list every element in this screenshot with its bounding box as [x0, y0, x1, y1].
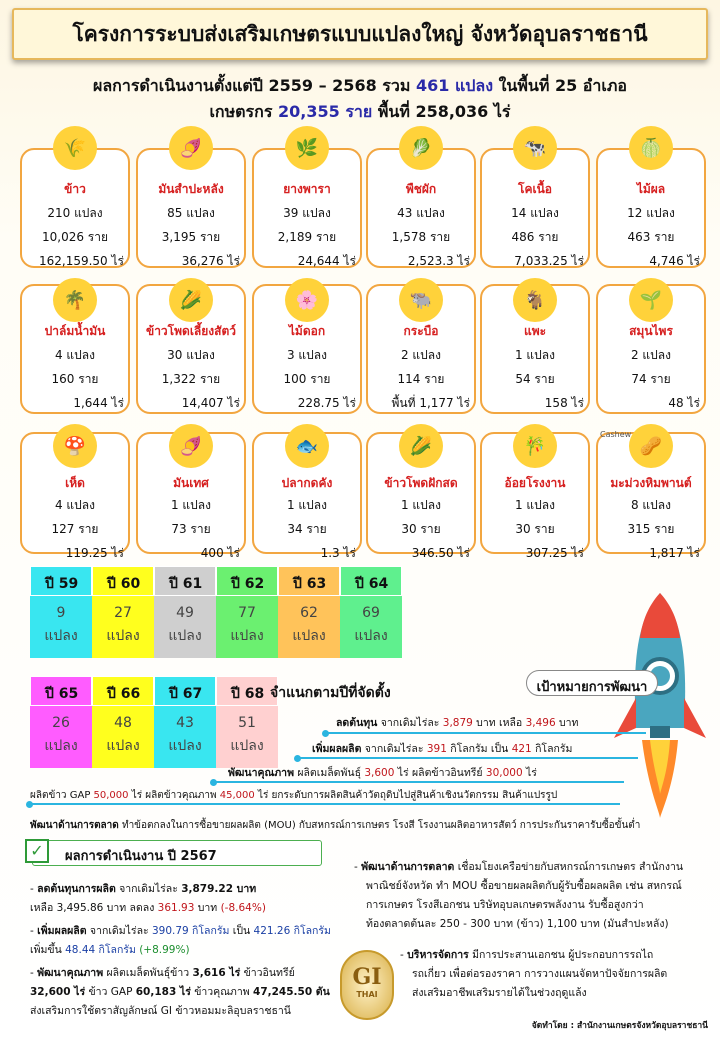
card-farmers: 30 ราย	[515, 522, 555, 536]
year-unit: แปลง	[168, 738, 202, 754]
card-farmers: 463 ราย	[627, 230, 675, 244]
buffalo-icon: 🐃	[399, 278, 443, 322]
rocket-icon	[600, 588, 720, 828]
card-area: 1,817 ไร่	[649, 546, 700, 560]
gi-logo-icon	[340, 950, 394, 1020]
year-value: 49	[176, 605, 194, 621]
card-plots: 1 แปลง	[514, 348, 555, 362]
card-plots: 43 แปลง	[397, 206, 445, 220]
year-cell	[30, 596, 92, 658]
summary-text: ในพื้นที่ 25 อำเภอ	[493, 76, 628, 95]
card-farmers: 74 ราย	[631, 372, 671, 386]
goal-marketing: พัฒนาด้านการตลาด ทำข้อตกลงในการซื้อขายผลผลิต (MOU) กับสหกรณ์การเกษตร โรงสี โรงงานผลิตอาหารสัตว์ การประกันราคารับซื้อขั้นต่ำ	[30, 820, 641, 831]
card-plots: 1 แปลง	[170, 498, 211, 512]
goal-underline	[214, 781, 624, 783]
card-farmers: 160 ราย	[51, 372, 99, 386]
card-plots: 3 แปลง	[286, 348, 327, 362]
total-farmers: 20,355 ราย	[278, 102, 373, 121]
card-area: 119.25 ไร่	[65, 546, 124, 560]
card-area: 1.3 ไร่	[320, 546, 356, 560]
card-name: พืชผัก	[405, 182, 437, 196]
card-plots: 85 แปลง	[167, 206, 215, 220]
card-name: ข้าวโพดเลี้ยงสัตว์	[145, 324, 237, 338]
card-plots: 14 แปลง	[511, 206, 559, 220]
card-name: ปลากดคัง	[281, 476, 333, 490]
card-area: 36,276 ไร่	[181, 254, 240, 268]
goal-badge: เป้าหมายการพัฒนา	[526, 670, 658, 696]
result-cost-line-1: - ลดต้นทุนการผลิต จากเดิมไร่ละ 3,879.22 บาท	[30, 883, 257, 895]
year-label: ปี 66	[92, 676, 154, 706]
year-unit: แปลง	[230, 628, 264, 644]
year-unit: แปลง	[106, 738, 140, 754]
card-farmers: 73 ราย	[171, 522, 211, 536]
card-farmers: 315 ราย	[627, 522, 675, 536]
cattle-icon: 🐄	[513, 126, 557, 170]
card-name: ข้าวโพดฝักสด	[384, 476, 458, 490]
card-name: ยางพารา	[283, 182, 331, 196]
results-marketing: - พัฒนาด้านการตลาด เชื่อมโยงเครือข่ายกับสหกรณ์การเกษตร สำนักงาน พาณิชย์จังหวัด ทำ MOU ซื้อขายผลผลิตกับผู้รับซื้อผลผลิต เช่น สหกรณ์ การเกษตร โรงสีเอกชน บริษัทอุบลเกษตรพลังงาน รับซื้อสูงกว่า ท้องตลาดต้นละ 250 - 300 บาท (ข้าว) 1,100 บาท (มันสำปะหลัง)	[354, 861, 684, 930]
cashew-label: Cashew	[600, 430, 632, 439]
card-plots: 1 แปลง	[514, 498, 555, 512]
card-farmers: 100 ราย	[283, 372, 331, 386]
card-name: มันเทศ	[173, 476, 209, 490]
year-value: 62	[300, 605, 318, 621]
card-name: แพะ	[523, 324, 547, 338]
card-farmers: 3,195 ราย	[161, 230, 221, 244]
result-cost-line-2: เหลือ 3,495.86 บาท ลดลง 361.93 บาท (-8.64%)	[30, 902, 266, 914]
year-value: 27	[114, 605, 132, 621]
card-area: 14,407 ไร่	[181, 396, 240, 410]
card-name: ข้าว	[64, 182, 86, 196]
credit: จัดทำโดย : สำนักงานเกษตรจังหวัดอุบลราชธานี	[531, 1021, 708, 1031]
year-cell	[154, 596, 216, 658]
total-area: พื้นที่ 258,036 ไร่	[372, 102, 511, 121]
result-yield-line-2: เพิ่มขึ้น 48.44 กิโลกรัม (+8.99%)	[30, 944, 190, 956]
year-value: 43	[176, 715, 194, 731]
fish-icon: 🐟	[285, 424, 329, 468]
card-plots: 8 แปลง	[630, 498, 671, 512]
card-plots: 1 แปลง	[286, 498, 327, 512]
sugarcane-icon: 🎋	[513, 424, 557, 468]
year-label: ปี 63	[278, 566, 340, 596]
year-value: 48	[114, 715, 132, 731]
vegetable-icon: 🥬	[399, 126, 443, 170]
results-header	[32, 840, 322, 866]
goal-underline	[30, 803, 620, 805]
year-legend: จำแนกตามปีที่จัดตั้ง	[270, 685, 391, 701]
year-label: ปี 68	[216, 676, 278, 706]
card-area: 158 ไร่	[544, 396, 584, 410]
card-name: อ้อยโรงงาน	[504, 476, 566, 490]
card-name: โคเนื้อ	[518, 182, 552, 196]
card-name: ปาล์มน้ำมัน	[44, 324, 106, 338]
card-farmers: 34 ราย	[287, 522, 327, 536]
card-plots: 39 แปลง	[283, 206, 331, 220]
year-unit: แปลง	[44, 738, 78, 754]
year-cell	[92, 706, 154, 768]
palm-oil-icon: 🌴	[53, 278, 97, 322]
year-value: 77	[238, 605, 256, 621]
sweet-potato-icon: 🍠	[169, 424, 213, 468]
card-plots: 2 แปลง	[630, 348, 671, 362]
card-area: 307.25 ไร่	[525, 546, 584, 560]
goal-underline	[326, 732, 646, 734]
mushroom-icon: 🍄	[53, 424, 97, 468]
card-area: พื้นที่ 1,177 ไร่	[391, 396, 470, 410]
year-label: ปี 65	[30, 676, 92, 706]
gi-logo-sub: THAI	[356, 990, 378, 999]
result-quality-line-1: - พัฒนาคุณภาพ ผลิตเมล็ดพันธุ์ข้าว 3,616 ไร่ ข้าวอินทรีย์	[30, 967, 295, 979]
card-plots: 30 แปลง	[167, 348, 215, 362]
goal-quality: พัฒนาคุณภาพ ผลิตเมล็ดพันธุ์ 3,600 ไร่ ผลิตข้าวอินทรีย์ 30,000 ไร่	[228, 767, 537, 779]
card-area: 24,644 ไร่	[297, 254, 356, 268]
year-label: ปี 62	[216, 566, 278, 596]
durian-icon: 🍈	[629, 126, 673, 170]
card-area: 400 ไร่	[200, 546, 240, 560]
card-name: ไม้ดอก	[288, 324, 326, 338]
goal-gap-rice: ผลิตข้าว GAP 50,000 ไร่ ผลิตข้าวคุณภาพ 45,000 ไร่ ยกระดับการผลิตสินค้าวัตถุดิบไปสู่สินค้าเชิงนวัตกรรม สินค้าแปรรูป	[30, 790, 558, 801]
rubber-leaf-icon: 🌿	[285, 126, 329, 170]
year-label: ปี 61	[154, 566, 216, 596]
goal-underline	[298, 757, 638, 759]
card-area: 162,159.50 ไร่	[38, 254, 124, 268]
checkbox-icon: ✓	[25, 839, 49, 863]
card-area: 48 ไร่	[668, 396, 700, 410]
gi-logo-text: GI	[352, 964, 382, 990]
result-quality-line-3: ส่งเสริมการใช้ตราสัญลักษณ์ GI ข้าวหอมมะลิอุบลราชธานี	[30, 1005, 291, 1017]
year-unit: แปลง	[354, 628, 388, 644]
year-value: 69	[362, 605, 380, 621]
year-unit: แปลง	[292, 628, 326, 644]
card-plots: 210 แปลง	[47, 206, 103, 220]
card-area: 1,644 ไร่	[73, 396, 124, 410]
card-farmers: 2,189 ราย	[277, 230, 337, 244]
card-farmers: 1,322 ราย	[161, 372, 221, 386]
summary-line-1	[0, 74, 720, 99]
results-left-column	[30, 880, 350, 1021]
card-farmers: 1,578 ราย	[391, 230, 451, 244]
year-unit: แปลง	[168, 628, 202, 644]
sweet-corn-icon: 🌽	[399, 424, 443, 468]
goal-reduce-cost: ลดต้นทุน จากเดิมไร่ละ 3,879 บาท เหลือ 3,496 บาท	[336, 717, 579, 729]
year-label: ปี 59	[30, 566, 92, 596]
card-name: สมุนไพร	[629, 324, 673, 338]
card-farmers: 486 ราย	[511, 230, 559, 244]
year-unit: แปลง	[106, 628, 140, 644]
rice-icon: 🌾	[53, 126, 97, 170]
card-plots: 4 แปลง	[54, 498, 95, 512]
year-unit: แปลง	[230, 738, 264, 754]
title-banner	[12, 8, 708, 60]
card-farmers: 54 ราย	[515, 372, 555, 386]
card-name: ไม้ผล	[636, 182, 666, 196]
card-farmers: 127 ราย	[51, 522, 99, 536]
card-name: เห็ด	[65, 476, 85, 490]
card-name: มะม่วงหิมพานต์	[610, 476, 692, 490]
card-farmers: 30 ราย	[401, 522, 441, 536]
card-plots: 2 แปลง	[400, 348, 441, 362]
results-management: - บริหารจัดการ มีการประสานเอกชน ผู้ประกอบการรถไถ รถเกี่ยว เพื่อต่อรองราคา การวางแผนจัดหาปัจจัยการผลิต ส่งเสริมอาชีพเสริมรายได้ในช่วงฤดูแล้ง	[400, 949, 668, 999]
card-name: กระบือ	[403, 324, 439, 338]
result-yield-line-1: - เพิ่มผลผลิต จากเดิมไร่ละ 390.79 กิโลกรัม เป็น 421.26 กิโลกรัม	[30, 925, 331, 937]
year-value: 9	[56, 605, 66, 621]
summary-text: ผลการดำเนินงานตั้งแต่ปี 2559 – 2568 รวม	[92, 76, 416, 95]
year-cell	[216, 596, 278, 658]
card-area: 7,033.25 ไร่	[514, 254, 584, 268]
year-cell	[278, 596, 340, 658]
card-plots: 1 แปลง	[400, 498, 441, 512]
year-cell	[154, 706, 216, 768]
card-name: มันสำปะหลัง	[158, 182, 224, 196]
results-title: ผลการดำเนินงาน ปี 2567	[65, 849, 217, 864]
page-title: โครงการระบบส่งเสริมเกษตรแบบแปลงใหญ่ จังหวัดอุบลราชธานี	[72, 21, 648, 46]
year-label: ปี 64	[340, 566, 402, 596]
card-farmers: 114 ราย	[397, 372, 445, 386]
card-area: 4,746 ไร่	[649, 254, 700, 268]
card-plots: 4 แปลง	[54, 348, 95, 362]
summary-text: เกษตรกร	[209, 102, 278, 121]
year-value: 26	[52, 715, 70, 731]
card-area: 2,523.3 ไร่	[407, 254, 470, 268]
flower-icon: 🌸	[285, 278, 329, 322]
summary-line-2	[0, 100, 720, 125]
total-plots: 461 แปลง	[415, 76, 494, 95]
year-label: ปี 67	[154, 676, 216, 706]
card-area: 346.50 ไร่	[411, 546, 470, 560]
year-unit: แปลง	[44, 628, 78, 644]
year-cell	[340, 596, 402, 658]
card-farmers: 10,026 ราย	[41, 230, 109, 244]
result-quality-line-2: 32,600 ไร่ ข้าว GAP 60,183 ไร่ ข้าวคุณภาพ 47,245.50 ตัน	[30, 986, 330, 998]
year-cell	[30, 706, 92, 768]
herb-icon: 🌱	[629, 278, 673, 322]
corn-icon: 🌽	[169, 278, 213, 322]
goat-icon: 🐐	[513, 278, 557, 322]
card-area: 228.75 ไร่	[297, 396, 356, 410]
goal-increase-yield: เพิ่มผลผลิต จากเดิมไร่ละ 391 กิโลกรัม เป็น 421 กิโลกรัม	[312, 743, 573, 755]
year-cell	[216, 706, 278, 768]
card-plots: 12 แปลง	[627, 206, 675, 220]
year-value: 51	[238, 715, 256, 731]
year-label: ปี 60	[92, 566, 154, 596]
year-cell	[92, 596, 154, 658]
cassava-icon: 🍠	[169, 126, 213, 170]
cashew-icon: 🥜	[629, 424, 673, 468]
